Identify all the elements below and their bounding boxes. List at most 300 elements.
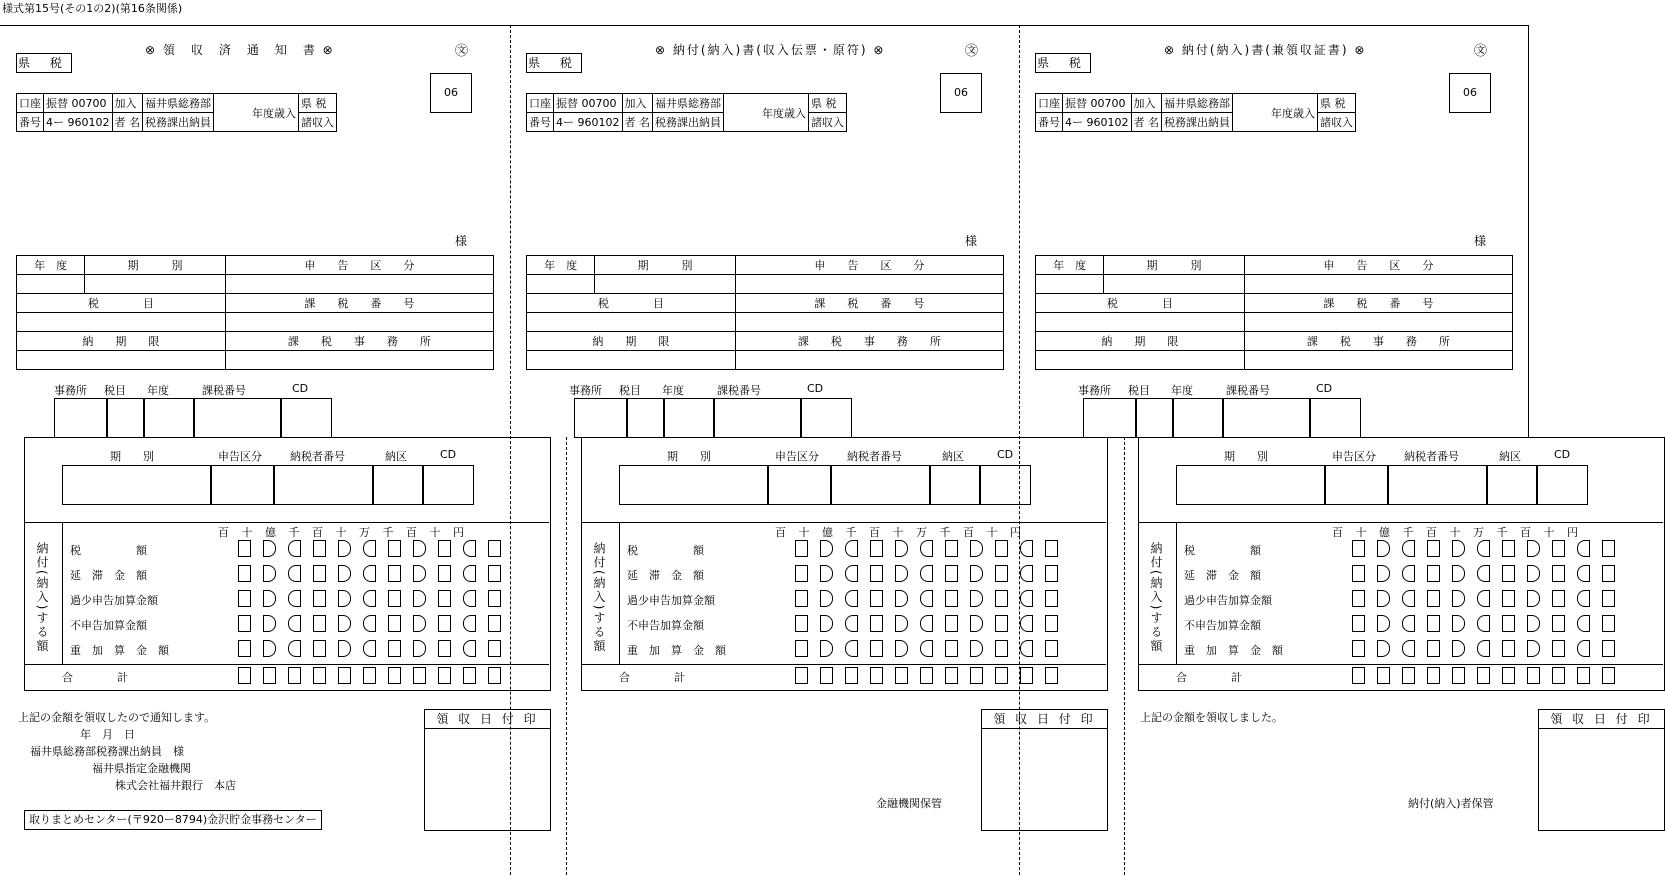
total-digit-row[interactable] bbox=[789, 667, 1064, 684]
code-input-box[interactable] bbox=[979, 465, 1031, 505]
digit-cell[interactable] bbox=[1377, 565, 1390, 582]
notice-footer-line: 株式会社福井銀行 本店 bbox=[115, 779, 236, 792]
digit-cell[interactable] bbox=[1577, 590, 1590, 607]
blank bbox=[1036, 351, 1245, 370]
digit-cell[interactable] bbox=[488, 540, 501, 557]
digit-box-row[interactable] bbox=[1346, 540, 1621, 557]
digit-cell[interactable] bbox=[970, 615, 983, 632]
digit-cell[interactable] bbox=[1377, 540, 1390, 557]
digit-cell[interactable] bbox=[895, 667, 908, 684]
digit-cell[interactable] bbox=[820, 540, 833, 557]
code-input-box[interactable] bbox=[1135, 398, 1174, 438]
digit-cell[interactable] bbox=[1502, 565, 1515, 582]
digit-cell[interactable] bbox=[463, 565, 476, 582]
digit-cell[interactable] bbox=[288, 640, 301, 657]
digit-cell[interactable] bbox=[463, 615, 476, 632]
digit-cell[interactable] bbox=[870, 667, 883, 684]
total-digit-row[interactable] bbox=[1346, 667, 1621, 684]
digit-cell[interactable] bbox=[1352, 565, 1365, 582]
digit-cell[interactable] bbox=[870, 590, 883, 607]
code-label-row2: 期 別 bbox=[667, 450, 711, 463]
total-line bbox=[1138, 664, 1663, 665]
digit-cell[interactable] bbox=[363, 565, 376, 582]
digit-cell[interactable] bbox=[1402, 565, 1415, 582]
digit-cell[interactable] bbox=[313, 640, 326, 657]
digit-cell[interactable] bbox=[1045, 540, 1058, 557]
digit-cell[interactable] bbox=[438, 565, 451, 582]
digit-cell[interactable] bbox=[1352, 540, 1365, 557]
digit-cell[interactable] bbox=[1552, 565, 1565, 582]
digit-label: 十 bbox=[892, 526, 904, 539]
acct-bango: 番号 bbox=[1036, 113, 1063, 132]
digit-cell[interactable] bbox=[1602, 667, 1615, 684]
digit-cell[interactable] bbox=[313, 615, 326, 632]
code-input-box[interactable] bbox=[193, 398, 282, 438]
code-06-box: 06 bbox=[940, 73, 982, 113]
section-title: ⊗ 領 収 済 通 知 書 ⊗ bbox=[145, 43, 335, 57]
digit-cell[interactable] bbox=[1502, 590, 1515, 607]
digit-cell[interactable] bbox=[870, 615, 883, 632]
code-input-box[interactable] bbox=[1176, 465, 1326, 505]
digit-cell[interactable] bbox=[1452, 667, 1465, 684]
blank bbox=[225, 313, 493, 332]
receipt-note: 上記の金額を領収しました。 bbox=[1140, 711, 1283, 724]
digit-cell[interactable] bbox=[1602, 640, 1615, 657]
digit-cell[interactable] bbox=[338, 590, 351, 607]
digit-cell[interactable] bbox=[1045, 565, 1058, 582]
digit-cell[interactable] bbox=[338, 565, 351, 582]
digit-cell[interactable] bbox=[1527, 615, 1540, 632]
digit-cell[interactable] bbox=[795, 667, 808, 684]
digit-cell[interactable] bbox=[388, 667, 401, 684]
code-input-box[interactable] bbox=[1486, 465, 1538, 505]
digit-cell[interactable] bbox=[1045, 615, 1058, 632]
digit-label: 万 bbox=[1473, 526, 1484, 539]
code-label-row1: 課税番号 bbox=[717, 384, 761, 397]
code-input-box[interactable] bbox=[1536, 465, 1588, 505]
digit-cell[interactable] bbox=[970, 540, 983, 557]
acct-number: 4ー 960102 bbox=[1063, 113, 1132, 132]
digit-cell[interactable] bbox=[413, 667, 426, 684]
digit-cell[interactable] bbox=[263, 667, 276, 684]
digit-cell[interactable] bbox=[313, 565, 326, 582]
digit-cell[interactable] bbox=[1427, 615, 1440, 632]
code-input-box[interactable] bbox=[830, 465, 931, 505]
info-kazei-bango: 課 税 番 号 bbox=[225, 294, 493, 313]
digit-box-row[interactable] bbox=[1346, 565, 1621, 582]
digit-cell[interactable] bbox=[363, 590, 376, 607]
digit-box-row[interactable] bbox=[789, 615, 1064, 632]
acct-ken-zei: 県 税 bbox=[1318, 94, 1356, 113]
digit-box-row[interactable] bbox=[1346, 590, 1621, 607]
digit-cell[interactable] bbox=[1020, 540, 1033, 557]
digit-cell[interactable] bbox=[945, 565, 958, 582]
digit-cell[interactable] bbox=[1377, 667, 1390, 684]
digit-cell[interactable] bbox=[1427, 540, 1440, 557]
digit-cell[interactable] bbox=[488, 667, 501, 684]
digit-cell[interactable] bbox=[438, 667, 451, 684]
digit-cell[interactable] bbox=[438, 540, 451, 557]
blank bbox=[1036, 275, 1104, 294]
digit-cell[interactable] bbox=[413, 540, 426, 557]
acct-furikae: 振替 00700 bbox=[1063, 94, 1132, 113]
digit-cell[interactable] bbox=[920, 667, 933, 684]
digit-box-row[interactable] bbox=[789, 565, 1064, 582]
digit-cell[interactable] bbox=[338, 615, 351, 632]
digit-cell[interactable] bbox=[388, 640, 401, 657]
digit-cell[interactable] bbox=[895, 640, 908, 657]
digit-cell[interactable] bbox=[970, 667, 983, 684]
digit-cell[interactable] bbox=[1452, 590, 1465, 607]
digit-cell[interactable] bbox=[1552, 540, 1565, 557]
digit-cell[interactable] bbox=[438, 640, 451, 657]
blank bbox=[17, 275, 85, 294]
code-label-row1: CD bbox=[807, 382, 824, 395]
digit-cell[interactable] bbox=[1552, 640, 1565, 657]
digit-cell[interactable] bbox=[238, 615, 251, 632]
digit-cell[interactable] bbox=[1427, 565, 1440, 582]
digit-cell[interactable] bbox=[820, 590, 833, 607]
digit-cell[interactable] bbox=[995, 540, 1008, 557]
digit-cell[interactable] bbox=[795, 540, 808, 557]
digit-cell[interactable] bbox=[945, 640, 958, 657]
digit-cell[interactable] bbox=[795, 590, 808, 607]
digit-cell[interactable] bbox=[238, 640, 251, 657]
digit-cell[interactable] bbox=[1477, 540, 1490, 557]
digit-cell[interactable] bbox=[1477, 640, 1490, 657]
digit-cell[interactable] bbox=[995, 667, 1008, 684]
digit-cell[interactable] bbox=[920, 640, 933, 657]
digit-cell[interactable] bbox=[388, 565, 401, 582]
digit-cell[interactable] bbox=[820, 565, 833, 582]
digit-box-row[interactable] bbox=[232, 615, 507, 632]
digit-cell[interactable] bbox=[1402, 615, 1415, 632]
digit-cell[interactable] bbox=[388, 590, 401, 607]
digit-cell[interactable] bbox=[1577, 565, 1590, 582]
info-kazei-jimusho: 課 税 事 務 所 bbox=[225, 332, 493, 351]
digit-cell[interactable] bbox=[895, 540, 908, 557]
code-input-box[interactable] bbox=[1324, 465, 1389, 505]
digit-cell[interactable] bbox=[238, 565, 251, 582]
code-input-box[interactable] bbox=[54, 398, 108, 438]
code-input-box[interactable] bbox=[1222, 398, 1311, 438]
acct-kouza: 口座 bbox=[527, 94, 554, 113]
amount-row-label: 税 額 bbox=[627, 544, 704, 557]
receipt-stamp-title: 領 収 日 付 印 bbox=[1539, 710, 1664, 729]
digit-cell[interactable] bbox=[870, 640, 883, 657]
acct-name1: 福井県総務部 bbox=[1162, 94, 1233, 113]
digit-cell[interactable] bbox=[238, 667, 251, 684]
digit-cell[interactable] bbox=[945, 590, 958, 607]
digit-cell[interactable] bbox=[1527, 590, 1540, 607]
code-input-box[interactable] bbox=[210, 465, 275, 505]
digit-cell[interactable] bbox=[970, 565, 983, 582]
code-input-box[interactable] bbox=[767, 465, 832, 505]
digit-cell[interactable] bbox=[363, 615, 376, 632]
digit-cell[interactable] bbox=[263, 640, 276, 657]
digit-cell[interactable] bbox=[795, 640, 808, 657]
digit-cell[interactable] bbox=[1045, 590, 1058, 607]
code-label-row2: 納税者番号 bbox=[1404, 450, 1459, 463]
digit-cell[interactable] bbox=[1552, 590, 1565, 607]
blank bbox=[1244, 351, 1512, 370]
digit-box-row[interactable] bbox=[232, 590, 507, 607]
digit-cell[interactable] bbox=[1352, 590, 1365, 607]
blank bbox=[527, 275, 595, 294]
outer-frame bbox=[0, 25, 1529, 438]
digit-cell[interactable] bbox=[1402, 640, 1415, 657]
digit-cell[interactable] bbox=[1020, 615, 1033, 632]
tax-info-table bbox=[526, 255, 1004, 370]
digit-cell[interactable] bbox=[970, 590, 983, 607]
digit-cell[interactable] bbox=[338, 667, 351, 684]
digit-cell[interactable] bbox=[1377, 615, 1390, 632]
digit-cell[interactable] bbox=[1402, 667, 1415, 684]
digit-cell[interactable] bbox=[288, 615, 301, 632]
digit-cell[interactable] bbox=[920, 565, 933, 582]
digit-cell[interactable] bbox=[413, 565, 426, 582]
digit-cell[interactable] bbox=[1045, 667, 1058, 684]
digit-cell[interactable] bbox=[870, 565, 883, 582]
digit-cell[interactable] bbox=[1527, 640, 1540, 657]
digit-cell[interactable] bbox=[845, 640, 858, 657]
digit-cell[interactable] bbox=[845, 540, 858, 557]
digit-cell[interactable] bbox=[1602, 540, 1615, 557]
digit-cell[interactable] bbox=[413, 640, 426, 657]
digit-cell[interactable] bbox=[920, 615, 933, 632]
digit-cell[interactable] bbox=[1020, 565, 1033, 582]
code-input-box[interactable] bbox=[626, 398, 665, 438]
digit-cell[interactable] bbox=[1427, 590, 1440, 607]
code-input-box[interactable] bbox=[143, 398, 195, 438]
info-kibetsu: 期 別 bbox=[1104, 256, 1244, 275]
digit-cell[interactable] bbox=[488, 615, 501, 632]
digit-cell[interactable] bbox=[1402, 590, 1415, 607]
digit-cell[interactable] bbox=[895, 615, 908, 632]
digit-label: 十 bbox=[1355, 526, 1367, 539]
digit-cell[interactable] bbox=[463, 667, 476, 684]
digit-cell[interactable] bbox=[1552, 615, 1565, 632]
digit-label: 千 bbox=[382, 526, 394, 539]
digit-cell[interactable] bbox=[413, 590, 426, 607]
receipt-stamp-title: 領 収 日 付 印 bbox=[982, 710, 1107, 729]
code-input-box[interactable] bbox=[422, 465, 474, 505]
digit-cell[interactable] bbox=[1602, 590, 1615, 607]
digit-cell[interactable] bbox=[263, 540, 276, 557]
digit-label: 億 bbox=[822, 526, 833, 539]
digit-cell[interactable] bbox=[288, 540, 301, 557]
digit-cell[interactable] bbox=[263, 590, 276, 607]
digit-cell[interactable] bbox=[388, 615, 401, 632]
digit-cell[interactable] bbox=[1377, 640, 1390, 657]
code-input-box[interactable] bbox=[1387, 465, 1488, 505]
digit-cell[interactable] bbox=[263, 565, 276, 582]
digit-cell[interactable] bbox=[338, 640, 351, 657]
digit-cell[interactable] bbox=[970, 640, 983, 657]
digit-cell[interactable] bbox=[263, 615, 276, 632]
digit-cell[interactable] bbox=[1402, 540, 1415, 557]
digit-cell[interactable] bbox=[1045, 640, 1058, 657]
digit-cell[interactable] bbox=[820, 615, 833, 632]
digit-cell[interactable] bbox=[1527, 540, 1540, 557]
digit-cell[interactable] bbox=[488, 565, 501, 582]
digit-cell[interactable] bbox=[338, 540, 351, 557]
code-input-box[interactable] bbox=[619, 465, 769, 505]
digit-cell[interactable] bbox=[1577, 640, 1590, 657]
digit-cell[interactable] bbox=[920, 540, 933, 557]
info-kazei-bango: 課 税 番 号 bbox=[735, 294, 1003, 313]
total-label: 合 計 bbox=[62, 671, 128, 684]
info-zeimoku: 税 目 bbox=[17, 294, 226, 313]
digit-cell[interactable] bbox=[463, 640, 476, 657]
code-input-box[interactable] bbox=[273, 465, 374, 505]
tax-info-table bbox=[16, 255, 494, 370]
digit-cell[interactable] bbox=[845, 667, 858, 684]
digit-cell[interactable] bbox=[1477, 667, 1490, 684]
digit-cell[interactable] bbox=[238, 540, 251, 557]
acct-bango: 番号 bbox=[17, 113, 44, 132]
digit-cell[interactable] bbox=[995, 565, 1008, 582]
digit-cell[interactable] bbox=[845, 590, 858, 607]
digit-cell[interactable] bbox=[1452, 640, 1465, 657]
amount-row-label: 延 滞 金 額 bbox=[70, 569, 147, 582]
code-input-box[interactable] bbox=[1083, 398, 1137, 438]
amount-row-label: 過少申告加算金額 bbox=[627, 594, 715, 607]
digit-box-row[interactable] bbox=[1346, 640, 1621, 657]
digit-cell[interactable] bbox=[1352, 640, 1365, 657]
digit-cell[interactable] bbox=[413, 615, 426, 632]
digit-cell[interactable] bbox=[895, 565, 908, 582]
account-table bbox=[16, 93, 337, 132]
digit-cell[interactable] bbox=[1427, 667, 1440, 684]
digit-cell[interactable] bbox=[1477, 615, 1490, 632]
info-nendo: 年 度 bbox=[527, 256, 595, 275]
digit-cell[interactable] bbox=[1527, 565, 1540, 582]
digit-cell[interactable] bbox=[1427, 640, 1440, 657]
digit-cell[interactable] bbox=[795, 565, 808, 582]
digit-cell[interactable] bbox=[945, 540, 958, 557]
digit-cell[interactable] bbox=[1452, 565, 1465, 582]
digit-cell[interactable] bbox=[1552, 667, 1565, 684]
digit-cell[interactable] bbox=[1020, 667, 1033, 684]
digit-box-row[interactable] bbox=[789, 640, 1064, 657]
digit-cell[interactable] bbox=[288, 565, 301, 582]
digit-box-row[interactable] bbox=[232, 640, 507, 657]
info-zeimoku: 税 目 bbox=[1036, 294, 1245, 313]
digit-cell[interactable] bbox=[995, 640, 1008, 657]
digit-cell[interactable] bbox=[1477, 565, 1490, 582]
sama-label: 様 bbox=[1474, 234, 1487, 248]
digit-cell[interactable] bbox=[1502, 667, 1515, 684]
digit-cell[interactable] bbox=[1502, 615, 1515, 632]
digit-cell[interactable] bbox=[820, 667, 833, 684]
digit-cell[interactable] bbox=[945, 615, 958, 632]
digit-cell[interactable] bbox=[995, 590, 1008, 607]
digit-box-row[interactable] bbox=[789, 590, 1064, 607]
digit-cell[interactable] bbox=[238, 590, 251, 607]
digit-cell[interactable] bbox=[1577, 667, 1590, 684]
digit-cell[interactable] bbox=[363, 540, 376, 557]
digit-cell[interactable] bbox=[945, 667, 958, 684]
code-input-box[interactable] bbox=[280, 398, 332, 438]
digit-cell[interactable] bbox=[1477, 590, 1490, 607]
code-input-box[interactable] bbox=[62, 465, 212, 505]
digit-box-row[interactable] bbox=[232, 540, 507, 557]
digit-cell[interactable] bbox=[1577, 615, 1590, 632]
blank bbox=[17, 351, 226, 370]
code-input-box[interactable] bbox=[800, 398, 852, 438]
digit-cell[interactable] bbox=[845, 565, 858, 582]
digit-cell[interactable] bbox=[288, 590, 301, 607]
digit-cell[interactable] bbox=[1452, 615, 1465, 632]
digit-cell[interactable] bbox=[1377, 590, 1390, 607]
code-input-box[interactable] bbox=[713, 398, 802, 438]
digit-box-row[interactable] bbox=[789, 540, 1064, 557]
section-title: ⊗ 納付(納入)書(収入伝票・原符) ⊗ bbox=[655, 43, 886, 57]
digit-cell[interactable] bbox=[1502, 540, 1515, 557]
digit-cell[interactable] bbox=[1352, 667, 1365, 684]
digit-cell[interactable] bbox=[1502, 640, 1515, 657]
digit-cell[interactable] bbox=[820, 640, 833, 657]
info-kibetsu: 期 別 bbox=[595, 256, 735, 275]
acct-shamei: 者 名 bbox=[1131, 113, 1162, 132]
digit-cell[interactable] bbox=[1527, 667, 1540, 684]
digit-cell[interactable] bbox=[845, 615, 858, 632]
digit-label: 十 bbox=[241, 526, 253, 539]
digit-cell[interactable] bbox=[438, 590, 451, 607]
digit-box-row[interactable] bbox=[232, 565, 507, 582]
digit-cell[interactable] bbox=[1602, 565, 1615, 582]
digit-label: 百 bbox=[869, 526, 880, 539]
digit-cell[interactable] bbox=[1352, 615, 1365, 632]
digit-cell[interactable] bbox=[488, 640, 501, 657]
digit-cell[interactable] bbox=[313, 590, 326, 607]
digit-box-row[interactable] bbox=[1346, 615, 1621, 632]
digit-cell[interactable] bbox=[288, 667, 301, 684]
digit-cell[interactable] bbox=[463, 590, 476, 607]
code-input-box[interactable] bbox=[574, 398, 628, 438]
digit-cell[interactable] bbox=[995, 615, 1008, 632]
digit-cell[interactable] bbox=[438, 615, 451, 632]
code-input-box[interactable] bbox=[372, 465, 424, 505]
digit-cell[interactable] bbox=[363, 667, 376, 684]
digit-cell[interactable] bbox=[363, 640, 376, 657]
digit-cell[interactable] bbox=[313, 667, 326, 684]
total-digit-row[interactable] bbox=[232, 667, 507, 684]
code-input-box[interactable] bbox=[663, 398, 715, 438]
digit-cell[interactable] bbox=[795, 615, 808, 632]
digit-cell[interactable] bbox=[1602, 615, 1615, 632]
amount-row-label: 税 額 bbox=[1184, 544, 1261, 557]
code-input-box[interactable] bbox=[1172, 398, 1224, 438]
digit-cell[interactable] bbox=[1020, 590, 1033, 607]
digit-cell[interactable] bbox=[870, 540, 883, 557]
public-stamp-icon: ㉆ bbox=[965, 44, 979, 59]
digit-cell[interactable] bbox=[463, 540, 476, 557]
digit-cell[interactable] bbox=[895, 590, 908, 607]
digit-cell[interactable] bbox=[388, 540, 401, 557]
digit-cell[interactable] bbox=[920, 590, 933, 607]
code-input-box[interactable] bbox=[106, 398, 145, 438]
digit-cell[interactable] bbox=[1452, 540, 1465, 557]
digit-cell[interactable] bbox=[1020, 640, 1033, 657]
code-input-box[interactable] bbox=[929, 465, 981, 505]
blank bbox=[225, 275, 493, 294]
digit-cell[interactable] bbox=[488, 590, 501, 607]
digit-cell[interactable] bbox=[313, 540, 326, 557]
code-input-box[interactable] bbox=[1309, 398, 1361, 438]
digit-cell[interactable] bbox=[1577, 540, 1590, 557]
